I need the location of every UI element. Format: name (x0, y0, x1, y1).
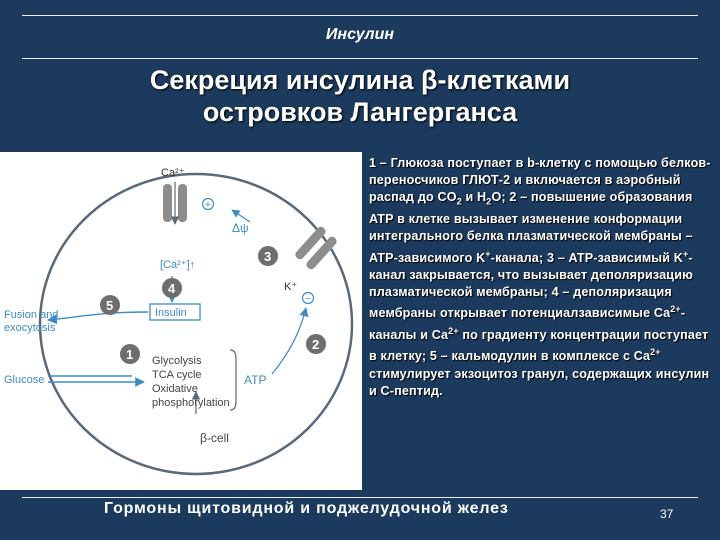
step-1-marker (120, 344, 140, 364)
slide-title-line1: Секреция инсулина β-клетками (149, 65, 571, 95)
insulin-label: Insulin (155, 307, 187, 319)
svg-text:3: 3 (264, 249, 272, 264)
slide-title (30, 64, 690, 128)
potassium-label: K⁺ (284, 281, 298, 293)
svg-text:5: 5 (106, 298, 114, 313)
mechanism-description: 1 – Глюкоза поступает в b-клетку с помощью белков-переносчиков ГЛЮТ-2 и включается в аэробный распад до $CO_2$ и $H_2O$; 2 – повышение образования ATP в клетке вызывает изменение конформации интегрального белка плазматической мембраны – ATP-зависимого K+-канала; 3 – ATP-зависимый K+-канал закрывается, что вызывает деполяризацию плазматической мембраны; 4 – деполяризация мембраны открывает потенциалзависимые $Ca^{2+}$-каналы и $Ca^{2+}$ по градиенту концентрации поступает в клетку; 5 – кальмодулин в комплексе с $Ca^{2+}$ стимулирует экзоцитоз гранул, содержащих инсулин и C-пептид. (369, 156, 711, 398)
slide-title-line2: островков Лангерганса (202, 97, 518, 127)
step-5-marker (100, 295, 120, 315)
potassium-minus-sign: − (305, 294, 311, 305)
step-4-marker (162, 278, 182, 298)
atp-to-potassium-arrow (272, 308, 306, 374)
beta-cell-diagram (0, 152, 362, 490)
step-3-marker (258, 246, 278, 266)
svg-text:2: 2 (312, 337, 320, 352)
potassium-channel (294, 225, 339, 271)
footer-rule (22, 497, 698, 498)
fusion-label-line2: exocytosis (4, 322, 56, 334)
glucose-label: Glucose (4, 374, 45, 386)
cell-label: β-cell (200, 431, 229, 445)
intracellular-calcium-label: [Ca²⁺]↑ (160, 259, 196, 271)
metabolism-line3: Oxidative (152, 383, 198, 395)
metabolism-line4: phosphorylation (152, 397, 230, 409)
exocytosis-arrow (48, 312, 148, 320)
metabolism-line1: Glycolysis (152, 355, 202, 367)
svg-text:4: 4 (168, 281, 176, 296)
delta-psi-label: Δψ (232, 221, 249, 235)
calcium-plus-sign: + (205, 200, 211, 211)
cell-membrane (40, 174, 352, 474)
step-2-marker (306, 334, 326, 354)
slide-header: Инсулин (325, 26, 395, 43)
atp-label: ATP (244, 373, 267, 387)
header-rule-bottom (22, 58, 698, 59)
fusion-label-line1: Fusion and (4, 309, 59, 321)
calcium-channel-label: Ca²⁺ (161, 167, 185, 179)
page-number: 37 (660, 507, 674, 521)
footer-title: Гормоны щитовидной и поджелудочной желез (104, 500, 509, 517)
metabolism-bracket (230, 350, 236, 410)
svg-text:1: 1 (126, 347, 134, 362)
beta-cell-diagram-svg (0, 152, 362, 490)
header-rule-top (22, 15, 698, 16)
metabolism-line2: TCA cycle (152, 369, 202, 381)
